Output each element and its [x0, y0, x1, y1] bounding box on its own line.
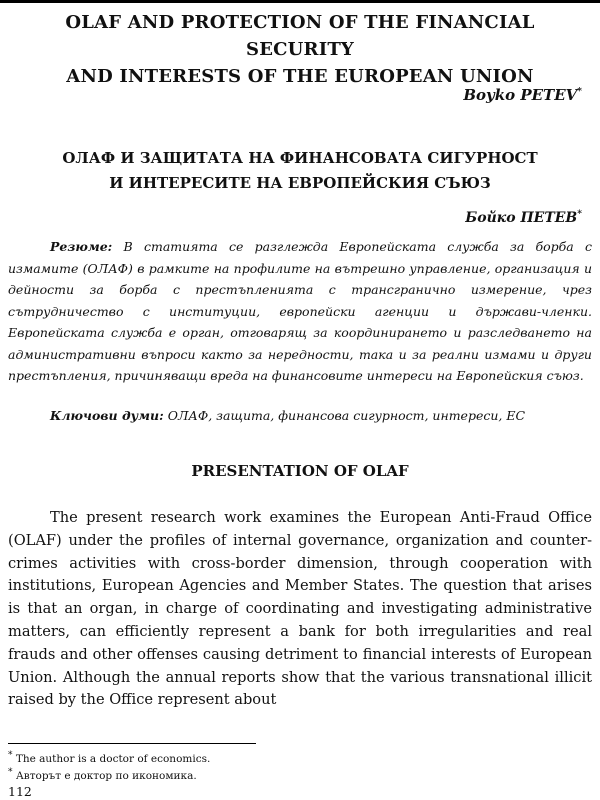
- english-author-name: Boyko PETEV: [463, 86, 578, 104]
- keywords-label: Ключови думи:: [50, 408, 164, 423]
- footnote-bulgarian: [8, 768, 197, 784]
- english-author-footnote-mark: *: [577, 87, 582, 97]
- abstract-text: В статията се разглежда Европейската служба за борба с измамите (ОЛАФ) в рамките на профилите на вътрешно управление, организация и дейности за борба с престъпленията с трансгранично измерение, чрез сътрудничество с институции, европейски агенции и държави-членки. Европейската служба е орган, отговарящ за координирането и разследването на административни въпроси както за нередности, така и за реални измами и други престъпления, причиняващи вреда на финансовите интереси на Европейския съюз.: [8, 239, 592, 383]
- bulgarian-title-line-2: И ИНТЕРЕСИТЕ НА ЕВРОПЕЙСКИЯ СЪЮЗ: [109, 174, 491, 192]
- english-title-line-1: OLAF AND PROTECTION OF THE FINANCIAL SECURITY: [65, 12, 535, 60]
- top-rule: [0, 0, 600, 3]
- bulgarian-author-footnote-mark: *: [577, 209, 582, 220]
- body-paragraph-text: The present research work examines the European Anti-Fraud Office (OLAF) under the profiles of internal governance, organization and counter-crimes activities with cross-border dimension, through cooperation with institutions, European Agencies and Member States. The question that arises is that an organ, in charge of coordinating and investigating administrative matters, can efficiently represent a bank for both irregularities and real frauds and other offenses causing detriment to financial interests of European Union. Although the annual reports show that the various transnational illicit raised by the Office represent about: [8, 509, 592, 709]
- body-paragraph: [8, 507, 592, 712]
- footnote-english: [8, 751, 210, 767]
- abstract-label: Резюме:: [50, 239, 113, 254]
- bulgarian-keywords: [8, 405, 592, 426]
- english-author: [463, 86, 582, 104]
- bulgarian-abstract: [8, 236, 592, 387]
- section-heading: PRESENTATION OF OLAF: [191, 462, 409, 480]
- footnote-1-mark: *: [8, 750, 13, 761]
- bulgarian-author-name: Бойко ПЕТЕВ: [465, 210, 578, 226]
- footnote-1-text: The author is a doctor of economics.: [15, 753, 211, 765]
- page-number: 112: [8, 784, 32, 799]
- footnote-2-mark: *: [8, 767, 13, 778]
- bulgarian-author: [465, 210, 582, 226]
- bulgarian-title: [20, 146, 580, 196]
- english-title-line-2: AND INTERESTS OF THE EUROPEAN UNION: [66, 66, 534, 87]
- english-title: [10, 9, 590, 90]
- bulgarian-title-line-1: ОЛАФ И ЗАЩИТАТА НА ФИНАНСОВАТА СИГУРНОСТ: [62, 149, 538, 167]
- keywords-text: ОЛАФ, защита, финансова сигурност, интереси, ЕС: [167, 408, 526, 423]
- footnote-2-text: Авторът е доктор по икономика.: [15, 770, 197, 782]
- footnote-divider: [8, 743, 256, 744]
